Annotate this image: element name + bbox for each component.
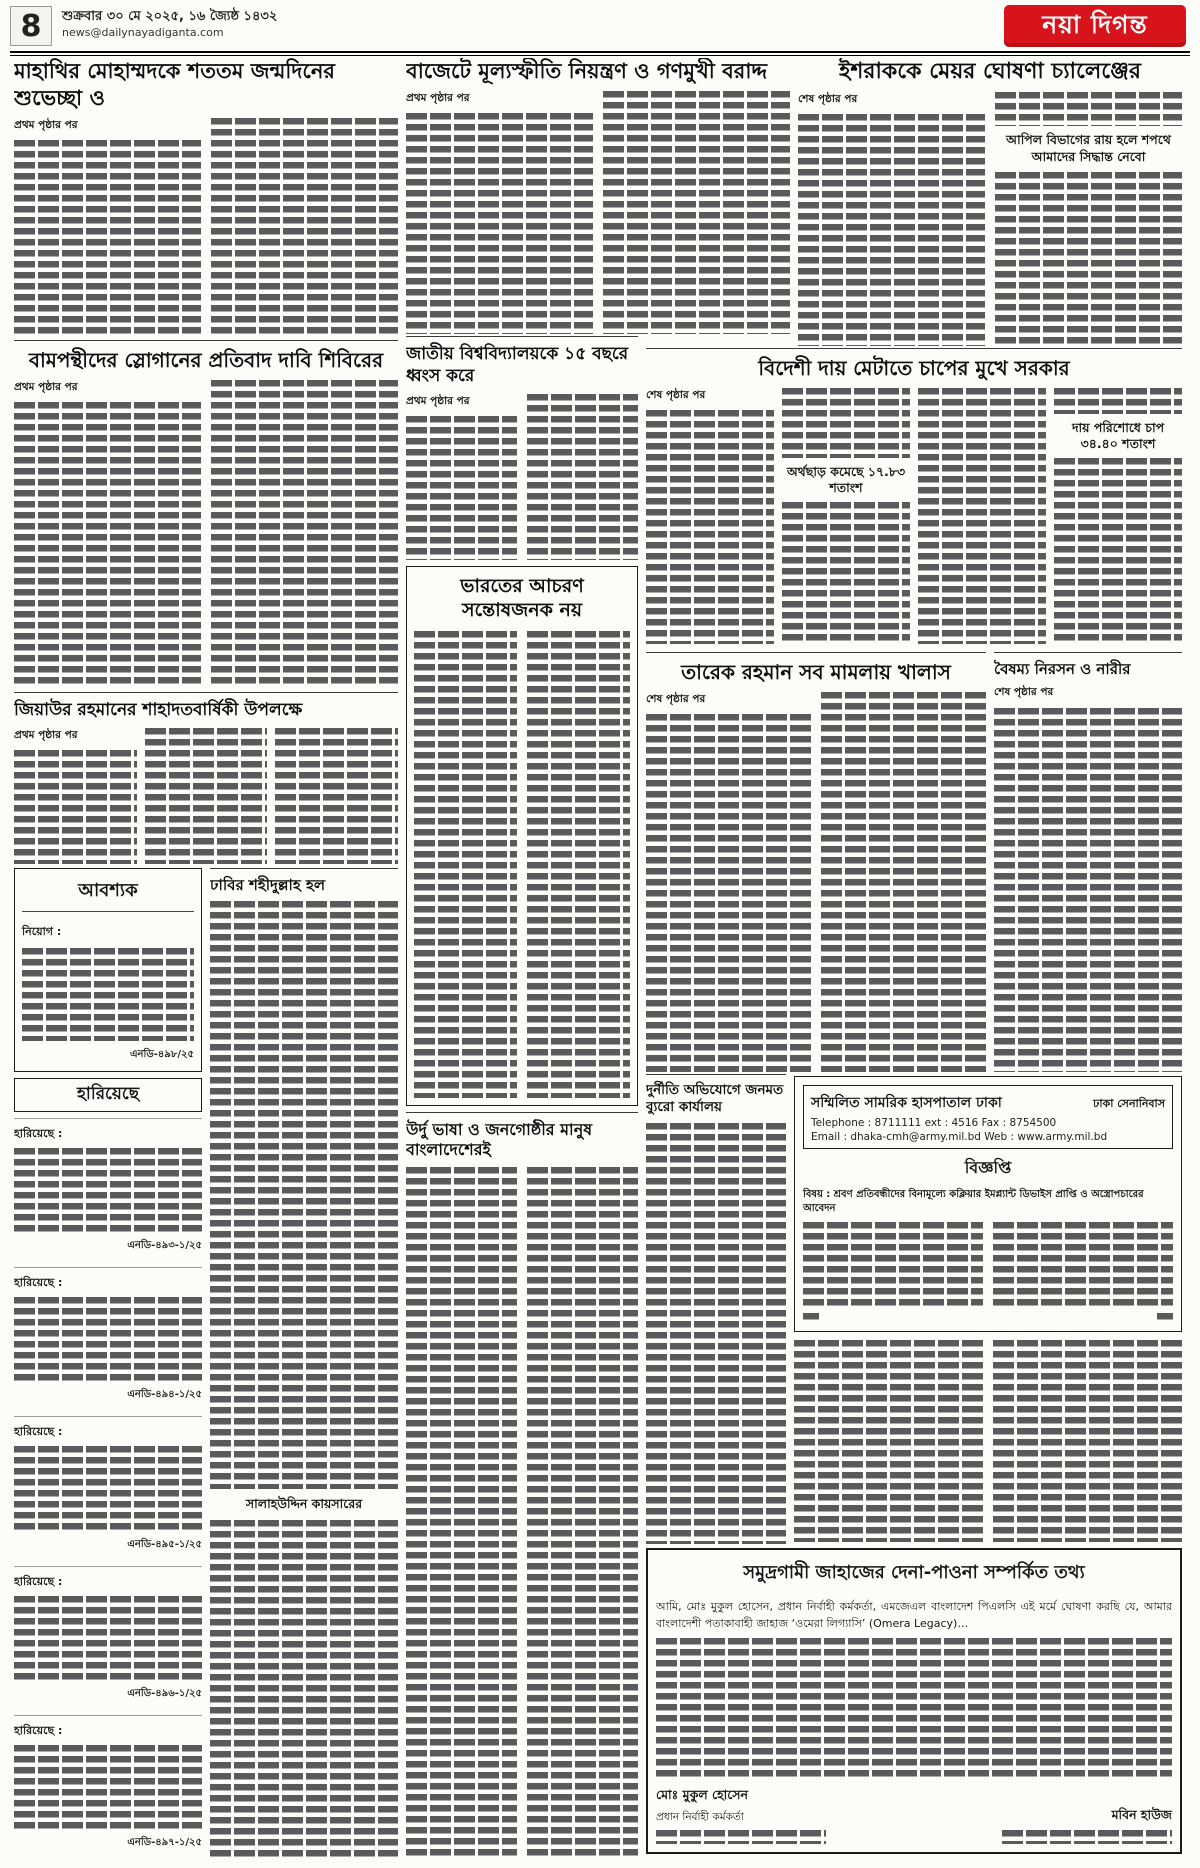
body-text — [14, 750, 137, 864]
signatory-right — [1002, 1807, 1172, 1844]
article-body — [406, 1167, 638, 1858]
classified-abashyak[interactable] — [14, 868, 202, 1072]
article-body — [794, 1340, 1182, 1542]
body-text — [14, 1297, 202, 1383]
body-text — [14, 1596, 202, 1682]
body-text — [211, 380, 398, 688]
article-ziaur[interactable] — [14, 692, 398, 864]
headline: ভারতের আচরণ সন্তোষজনক নয় — [460, 575, 584, 622]
article-body — [414, 631, 630, 1098]
body-text — [798, 114, 985, 346]
kicker: প্রথম পৃষ্ঠার পর — [14, 380, 78, 393]
classified-entry[interactable] — [14, 1267, 202, 1410]
article-dhaka-univ[interactable] — [210, 868, 398, 1858]
classified-entry[interactable] — [14, 1118, 202, 1261]
body-text — [22, 948, 194, 1041]
headline: বৈষম্য নিরসন ও নারীর — [994, 660, 1131, 678]
org-name: সম্মিলিত সামরিক হাসপাতাল ঢাকা — [811, 1095, 1002, 1111]
body-text — [656, 1638, 1172, 1781]
body-text — [145, 728, 268, 864]
headline: বিদেশী দায় মেটাতে চাপের মুখে সরকার — [758, 356, 1070, 380]
body-text — [656, 1830, 826, 1844]
date-text: শুক্রবার ৩০ মে ২০২৫, ১৬ জ্যৈষ্ঠ ১৪৩২ — [62, 9, 278, 24]
signatory-name: মোঃ মুকুল হোসেন — [656, 1787, 749, 1802]
kicker: প্রথম পৃষ্ঠার পর — [406, 91, 470, 104]
inline-stat: অর্থছাড় কমেছে ১৭.৮৩ শতাংশ — [786, 463, 906, 495]
org-phone: Telephone : 8711111 ext : 4516 Fax : 8754500 — [811, 1117, 1057, 1129]
classified-section-hariyeche — [14, 1078, 202, 1858]
body-text — [14, 1745, 202, 1831]
inline-stat: দায় পরিশোধে চাপ ৩৪.৪০ শতাংশ — [1071, 419, 1165, 451]
body-text — [646, 714, 811, 1072]
body-text — [275, 728, 398, 864]
kicker: শেষ পৃষ্ঠার পর — [646, 388, 706, 401]
article-budget[interactable] — [406, 58, 790, 334]
body-text — [406, 113, 593, 334]
headline: ইশরাককে মেয়র ঘোষণা চ্যালেঞ্জের — [838, 59, 1142, 84]
logo-text: নয়া দিগন্ত — [1042, 9, 1148, 39]
headline: জাতীয় বিশ্ববিদ্যালয়কে ১৫ বছরে ধ্বংস করে — [406, 344, 629, 386]
notice-ship[interactable] — [646, 1548, 1182, 1854]
article-body — [406, 91, 790, 334]
classified-code: এনডি-৪৯৪-১/২৫ — [127, 1389, 202, 1401]
body-text — [527, 1167, 638, 1858]
kicker: প্রথম পৃষ্ঠার পর — [406, 394, 470, 407]
headline: বামপন্থীদের স্লোগানের প্রতিবাদ দাবি শিবিরের — [28, 348, 384, 372]
notice-cmh[interactable] — [794, 1076, 1182, 1332]
body-text — [994, 708, 1182, 1072]
body-text — [414, 631, 517, 1098]
inline-subhead: আপিল বিভাগের রায় হলে শপথে আমাদের সিদ্ধান্ত নেবো — [1006, 132, 1171, 165]
article-tarek[interactable] — [646, 652, 986, 1072]
notice-lead-text: আমি, মোঃ মুকুল হোসেন, প্রধান নির্বাহী কর্মকর্তা, এমজেএল বাংলাদেশ পিএলসি এই মর্মে ঘোষণা করছি যে, আমার বাংলাদেশী পতাকাবাহী জাহাজ ‘ওমেরা লিগ্যাসি’ (Omera Legacy)… — [656, 1600, 1172, 1630]
signatory-title: প্রধান নির্বাহী কর্মকর্তা — [656, 1811, 744, 1823]
classified-entry[interactable] — [14, 1416, 202, 1559]
body-text — [14, 402, 201, 688]
contact-email[interactable]: news@dailynayadiganta.com — [62, 25, 224, 39]
article-body — [646, 388, 1182, 644]
body-text — [646, 1123, 786, 1544]
notice-title: সমুদ্রগামী জাহাজের দেনা-পাওনা সম্পর্কিত তথ্য — [743, 1562, 1085, 1583]
entry-label: হারিয়েছে : — [14, 1425, 63, 1439]
kicker: শেষ পৃষ্ঠার পর — [994, 686, 1054, 699]
article-body — [14, 728, 398, 864]
classified-lead: নিয়োগ : — [22, 925, 62, 938]
header-rule — [10, 51, 1190, 56]
body-text — [1054, 458, 1182, 644]
signature-left — [803, 1313, 819, 1323]
signature-right — [1157, 1313, 1173, 1323]
headline: দুর্নীতি অভিযোগে জনমত ব্যুরো কার্যালয় — [646, 1082, 784, 1116]
article-jatiyo[interactable] — [406, 336, 638, 560]
signatory-name: মবিন হাউজ — [1111, 1807, 1172, 1822]
notice-signatures — [803, 1313, 1173, 1323]
body-text — [210, 901, 398, 1489]
body-text — [1002, 1830, 1172, 1844]
body-text — [821, 692, 986, 1072]
kicker: শেষ পৃষ্ঠার পর — [646, 692, 706, 705]
headline: তারেক রহমান সব মামলায় খালাস — [681, 660, 951, 684]
article-boishommo[interactable] — [994, 652, 1182, 1072]
kicker: প্রথম পৃষ্ঠার পর — [14, 728, 78, 741]
article-bideshi[interactable] — [646, 348, 1182, 644]
body-text — [406, 416, 517, 561]
inline-subhead: সালাহউদ্দিন কায়সারের — [245, 1496, 363, 1512]
article-body — [14, 118, 398, 334]
body-text — [14, 140, 201, 334]
body-text — [782, 388, 910, 458]
headline: ঢাবির শহীদুল্লাহ হল — [210, 876, 326, 894]
body-text — [14, 1148, 202, 1234]
headline: বাজেটে মূল্যস্ফীতি নিয়ন্ত্রণ ও গণমুখী বরাদ্দ — [406, 59, 767, 83]
classified-entry[interactable] — [14, 1715, 202, 1858]
body-text — [995, 172, 1182, 346]
entry-label: হারিয়েছে : — [14, 1574, 63, 1588]
section-title: হারিয়েছে — [14, 1078, 202, 1112]
body-text — [406, 1167, 517, 1858]
headline: জিয়াউর রহমানের শাহাদতবার্ষিকী উপলক্ষে — [14, 700, 303, 720]
classified-code: এনডি-৪৯৮/২৫ — [129, 1049, 194, 1060]
article-ishraq[interactable] — [798, 58, 1182, 346]
article-bharat-boxed[interactable] — [406, 566, 638, 1106]
article-mahathir[interactable] — [14, 58, 398, 334]
kicker: শেষ পৃষ্ঠার পর — [798, 93, 858, 106]
body-text — [603, 91, 790, 334]
classified-code: এনডি-৪৯৩-১/২৫ — [127, 1240, 202, 1252]
article-urdu[interactable] — [406, 1112, 638, 1858]
body-text — [794, 1340, 983, 1542]
entry-label: হারিয়েছে : — [14, 1276, 63, 1290]
body-text — [527, 394, 638, 561]
notice-subject: বিষয় : শ্রবণ প্রতিবন্ধীদের বিনামূল্যে কক্লিয়ার ইমপ্ল্যান্ট ডিভাইস প্রাপ্তি ও অস্ত্রোপচারের আবেদন — [803, 1189, 1144, 1214]
body-text — [210, 1520, 398, 1858]
body-text — [993, 1222, 1173, 1307]
page-header — [0, 0, 1200, 52]
body-text — [803, 1222, 983, 1307]
dateline — [62, 9, 277, 40]
classified-code: এনডি-৪৯৭-১/২৫ — [127, 1837, 202, 1849]
body-text — [782, 502, 910, 644]
classified-code: এনডি-৪৯৬-১/২৫ — [127, 1687, 202, 1699]
entry-label: হারিয়েছে : — [14, 1723, 63, 1737]
classified-title: আবশ্যক — [22, 876, 194, 912]
article-body — [646, 692, 986, 1072]
entry-label: হারিয়েছে : — [14, 1127, 63, 1140]
headline: উর্দু ভাষা ও জনগোষ্ঠীর মানুষ বাংলাদেশেরই — [406, 1120, 593, 1160]
article-body — [798, 92, 1182, 346]
body-text — [211, 118, 398, 334]
body-text — [527, 631, 630, 1098]
body-text — [918, 388, 1046, 644]
notice-body — [803, 1222, 1173, 1307]
body-text — [1054, 388, 1182, 414]
article-body — [406, 394, 638, 561]
notice-signatures — [656, 1787, 1172, 1844]
body-text — [646, 410, 774, 644]
notice-title: বিজ্ঞপ্তি — [964, 1158, 1012, 1177]
org-email[interactable]: Email : dhaka-cmh@army.mil.bd Web : www.army.mil.bd — [811, 1131, 1108, 1143]
headline: মাহাথির মোহাম্মদকে শততম জন্মদিনের শুভেচ্ছা ও — [14, 59, 335, 110]
org-place: ঢাকা সেনানিবাস — [1093, 1097, 1165, 1110]
article-body — [14, 380, 398, 688]
classified-code: এনডি-৪৯৫-১/২৫ — [127, 1538, 202, 1550]
body-text — [995, 92, 1182, 126]
continued-text-block — [794, 1340, 1182, 1542]
notice-letterhead — [803, 1085, 1173, 1149]
kicker: প্রথম পৃষ্ঠার পর — [14, 118, 78, 131]
article-bampanthi[interactable] — [14, 340, 398, 688]
classified-entry[interactable] — [14, 1566, 202, 1709]
body-text — [14, 1446, 202, 1532]
body-text — [993, 1340, 1182, 1542]
signatory-left — [656, 1787, 826, 1844]
page-number: 8 — [10, 6, 52, 46]
newspaper-logo[interactable] — [1004, 5, 1186, 47]
article-durniti[interactable] — [646, 1074, 786, 1544]
